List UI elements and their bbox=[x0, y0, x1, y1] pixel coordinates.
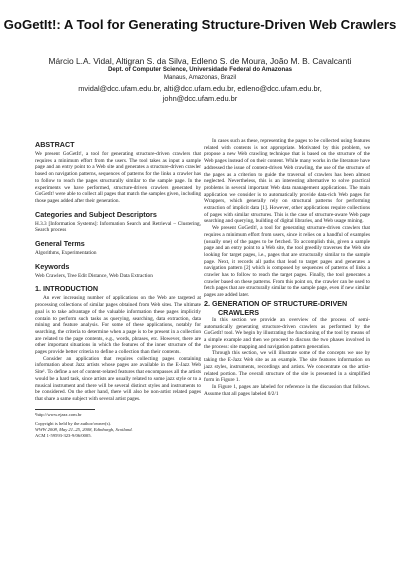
categories-heading: Categories and Subject Descriptors bbox=[35, 209, 157, 219]
body-paragraph-1: In cases such as these, representing the pages to be collected using features related with contents is not appropriate. Motivated by this problem, we propose a new Web crawling technique that is based on the structure of the Web pages instead of on their content. While many works in the literature have addressed the issue of content-driven Web crawling, the use of the structure of the pages as a criterion to guide the traversal of crawlers has been almost neglected. Nevertheless, this is an interesting alternative to solve practical problems in several important Web data management applications. The main application we consider is to automatically provide data-rich Web pages for Wrappers, which generally rely on structural patterns for performing extraction of implicit data [1]. However, other applications require collections of pages with similar structures. This is the case of structure-aware Web page searching and querying, building of digital libraries, and Web usage mining. bbox=[204, 138, 370, 225]
intro-paragraph-1: An ever increasing number of applications on the Web are targeted at processing collections of similar pages obtained from Web sites. The ultimate goal is to take advantage of the valuable information these pages implicitly contain to perform such tasks as querying, searching, data extraction, data mining and feature analysis. For some of these applications, notably for searching, the criteria to determine when a page is to be present in a collection are related to the page contents, e.g., words, phrases, etc. However, there are other important situations in which the features of the inner structure of the pages provide better criteria to define a collection than their contents. bbox=[35, 295, 201, 356]
section-2-heading-line-1: 2. GENERATION OF STRUCTURE-DRIVEN bbox=[204, 298, 348, 308]
copyright-line-3: ACM 1-59593-323-9/06/0005. bbox=[35, 432, 92, 438]
emails-line-2: john@dcc.ufam.edu.br bbox=[162, 93, 238, 103]
author-emails bbox=[0, 84, 400, 103]
terms-text: Algorithms, Experimentation bbox=[35, 250, 97, 257]
section-2-heading-line-2: CRAWLERS bbox=[204, 307, 260, 317]
keywords-heading: Keywords bbox=[35, 261, 70, 271]
body-paragraph-2: We present GoGetIt!, a tool for generating structure-driven crawlers that requires a minimum effort from users, since it relies on a handful of examples (usually one) of the pages to be fetched. To accomplish this, given a sample page and an entry point to a Web site, the tool greedily traverses the Web site looking for target pages, i.e., pages that are structurally similar to the sample page. Next, it records all paths that lead to target pages and generates a navigation pattern [2] which is composed by sequences of patterns of links a crawler has to follow to reach the target pages. Finally, the tool generates a crawler based on these patterns. From this point on, the crawler can be used to fetch pages that are structurally similar to the sample page, even if new similar pages are added later. bbox=[204, 225, 370, 299]
intro-paragraph-2: Consider an application that requires collecting pages containing information about Jazz artists whose pages are available in the E-Jazz Web Site¹. To define a set of content-related features that encompasses all the artists would be a hard task, since artists are usually related to some jazz style or to a musical instrument and there will be several distinct styles and instruments to be considered. On the other hand, there will also be non-artist related pages that share a same subject with several artist pages. bbox=[35, 355, 201, 402]
copyright-line-2: WWW 2008, May 21–25, 2008, Edinburgh, Scotland. bbox=[35, 427, 133, 433]
right-column bbox=[204, 138, 370, 397]
affiliation-city: Manaus, Amazonas, Brazil bbox=[163, 74, 237, 81]
paper-title: GoGetIt!: A Tool for Generating Structure-Driven Web Crawlers bbox=[3, 17, 397, 32]
abstract-text: We present GoGetIt!, a tool for generating structure-driven crawlers that requires a minimum effort from the users. The tool takes as input a sample page and an entry point to a Web site and generates a structure-driven crawler based on navigation patterns, sequences of patterns for the links a crawler has to follow to reach the pages structurally similar to the sample page. In the experiments we have performed, structure-driven crawlers generated by GoGetIt! were able to collect all pages that match the samples given, including those pages added after their generation. bbox=[35, 151, 201, 204]
keywords-text: Web Crawlers, Tree Edit Distance, Web Data Extraction bbox=[35, 272, 153, 279]
body-paragraph-4: Through this section, we will illustrate some of the concepts we use by taking the E-Jazz Web site as an example. The site features information on jazz styles, instruments, recordings and artists. We concentrate on the artist-related portion. The overall structure of the site is presented in a simplified form in Figure 1. bbox=[204, 350, 370, 384]
introduction-heading: 1. INTRODUCTION bbox=[35, 284, 99, 294]
abstract-heading: ABSTRACT bbox=[35, 140, 75, 149]
section-2-heading bbox=[204, 299, 370, 317]
body-paragraph-3: In this section we provide an overview of the process of semi-automatically generating structure-driven crawlers as performed by the GoGetIt! tool. We begin by illustrating the functioning of the tool by means of a simple example and then we proceed to discuss the two phases involved in the process: site mapping and navigation pattern generation. bbox=[204, 316, 370, 350]
affiliation-dept: Dept. of Computer Science, Universidade Federal do Amazonas bbox=[108, 66, 292, 73]
author-block bbox=[0, 56, 400, 103]
copyright-notice bbox=[35, 421, 201, 438]
emails-line-1: mvidal@dcc.ufam.edu.br, alti@dcc.ufam.edu.br, edleno@dcc.ufam.edu.br, bbox=[78, 84, 322, 93]
left-column bbox=[35, 140, 201, 438]
terms-heading: General Terms bbox=[35, 239, 85, 249]
copyright-line-1: Copyright is held by the author/owner(s). bbox=[35, 421, 112, 427]
body-paragraph-5: In Figure 1, pages are labeled for reference in the discussion that follows. Assume that all pages labeled 0/2/1 bbox=[204, 383, 370, 397]
categories-text: H.3.3 [Information Systems]: Information Search and Retrieval – Clustering, Search process bbox=[35, 220, 201, 234]
footnote-divider bbox=[35, 409, 95, 410]
author-names: Márcio L.A. Vidal, Altigran S. da Silva, Edleno S. de Moura, João M. B. Cavalcanti bbox=[48, 56, 352, 66]
footnote-ejazz: ¹http://www.ejazz.com.br bbox=[35, 411, 82, 417]
